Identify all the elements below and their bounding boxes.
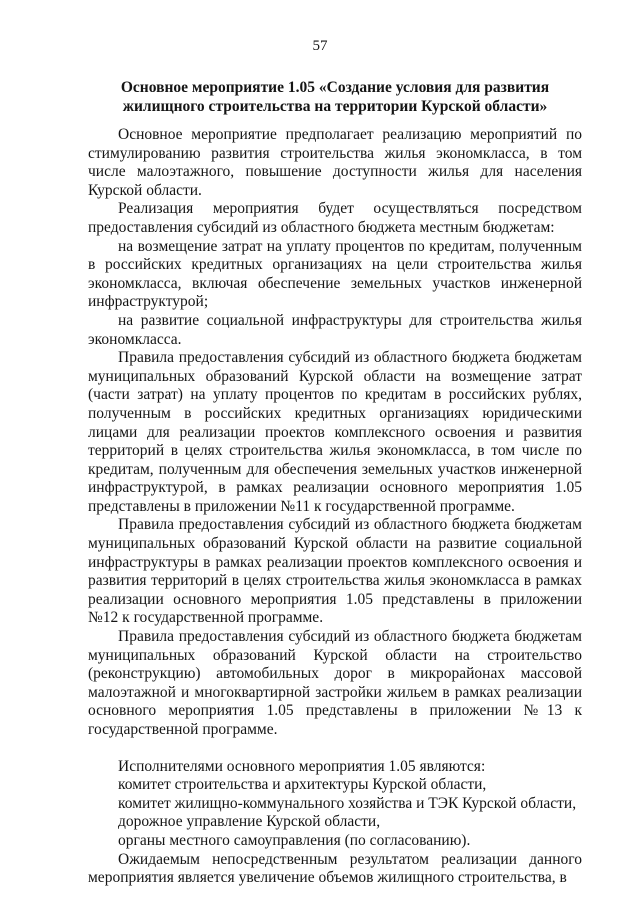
section-title: Основное мероприятие 1.05 «Создание условия для развития жилищного строительства на территории Курской области» — [120, 79, 550, 115]
paragraph-rules-appendix-12: Правила предоставления субсидий из областного бюджета бюджетам муниципальных образований Курской области на развитие социальной инфраструктуры в рамках реализации проектов комплексного освоения и развития территорий в целях строительства жилья экономкласса в рамках реализации основного мероприятия 1.05 представлены в приложении №12 к государственной программе. — [88, 516, 582, 627]
executor-item: комитет строительства и архитектуры Курской области, — [118, 776, 487, 794]
paragraph-rules-appendix-11: Правила предоставления субсидий из областного бюджета бюджетам муниципальных образований Курской области на возмещение затрат (части затрат) на уплату процентов по кредитам в российских рублях, полученным в российских кредитных организациях юридическими лицами для реализации проектов комплексного освоения и развития территорий в целях строительства жилья экономкласса, в том числе по кредитам, полученным для обеспечения земельных участков инженерной инфраструктурой, в рамках реализации основного мероприятия 1.05 представлены в приложении №11 к государственной программе. — [88, 349, 582, 515]
executors-heading: Исполнителями основного мероприятия 1.05 являются: — [118, 757, 486, 775]
paragraph-expected-result: Ожидаемым непосредственным результатом реализации данного мероприятия является увеличение объемов жилищного строительства, в — [88, 850, 582, 887]
paragraph-gap — [88, 740, 582, 758]
executor-item: органы местного самоуправления (по согласованию). — [118, 831, 471, 849]
page-number: 57 — [312, 38, 328, 54]
executor-item: дорожное управление Курской области, — [118, 813, 381, 831]
paragraph-subsidy-interest: на возмещение затрат на уплату процентов по кредитам, полученным в российских кредитных организациях на цели строительства жилья экономкласса, включая обеспечение земельных участков инженерной инфраструктурой; — [88, 237, 582, 311]
paragraph-subsidy-social: на развитие социальной инфраструктуры для строительства жилья экономкласса. — [88, 311, 582, 348]
paragraph-intro: Основное мероприятие предполагает реализацию мероприятий по стимулированию развития строительства жилья экономкласса, в том числе малоэтажного, повышение доступности жилья для населения Курской области. — [88, 126, 582, 199]
paragraph-rules-appendix-13: Правила предоставления субсидий из областного бюджета бюджетам муниципальных образований Курской области на строительство (реконструкцию) автомобильных дорог в микрорайонах массовой малоэтажной и многоквартирной застройки жильем в рамках реализации основного мероприятия 1.05 представлены в приложении №13 к государственной программе. — [88, 628, 582, 738]
paragraph-implementation: Реализация мероприятия будет осуществляться посредством предоставления субсидий из областного бюджета местным бюджетам: — [88, 200, 582, 236]
executor-item: комитет жилищно-коммунального хозяйства и ТЭК Курской области, — [118, 794, 577, 812]
document-body — [88, 126, 582, 888]
